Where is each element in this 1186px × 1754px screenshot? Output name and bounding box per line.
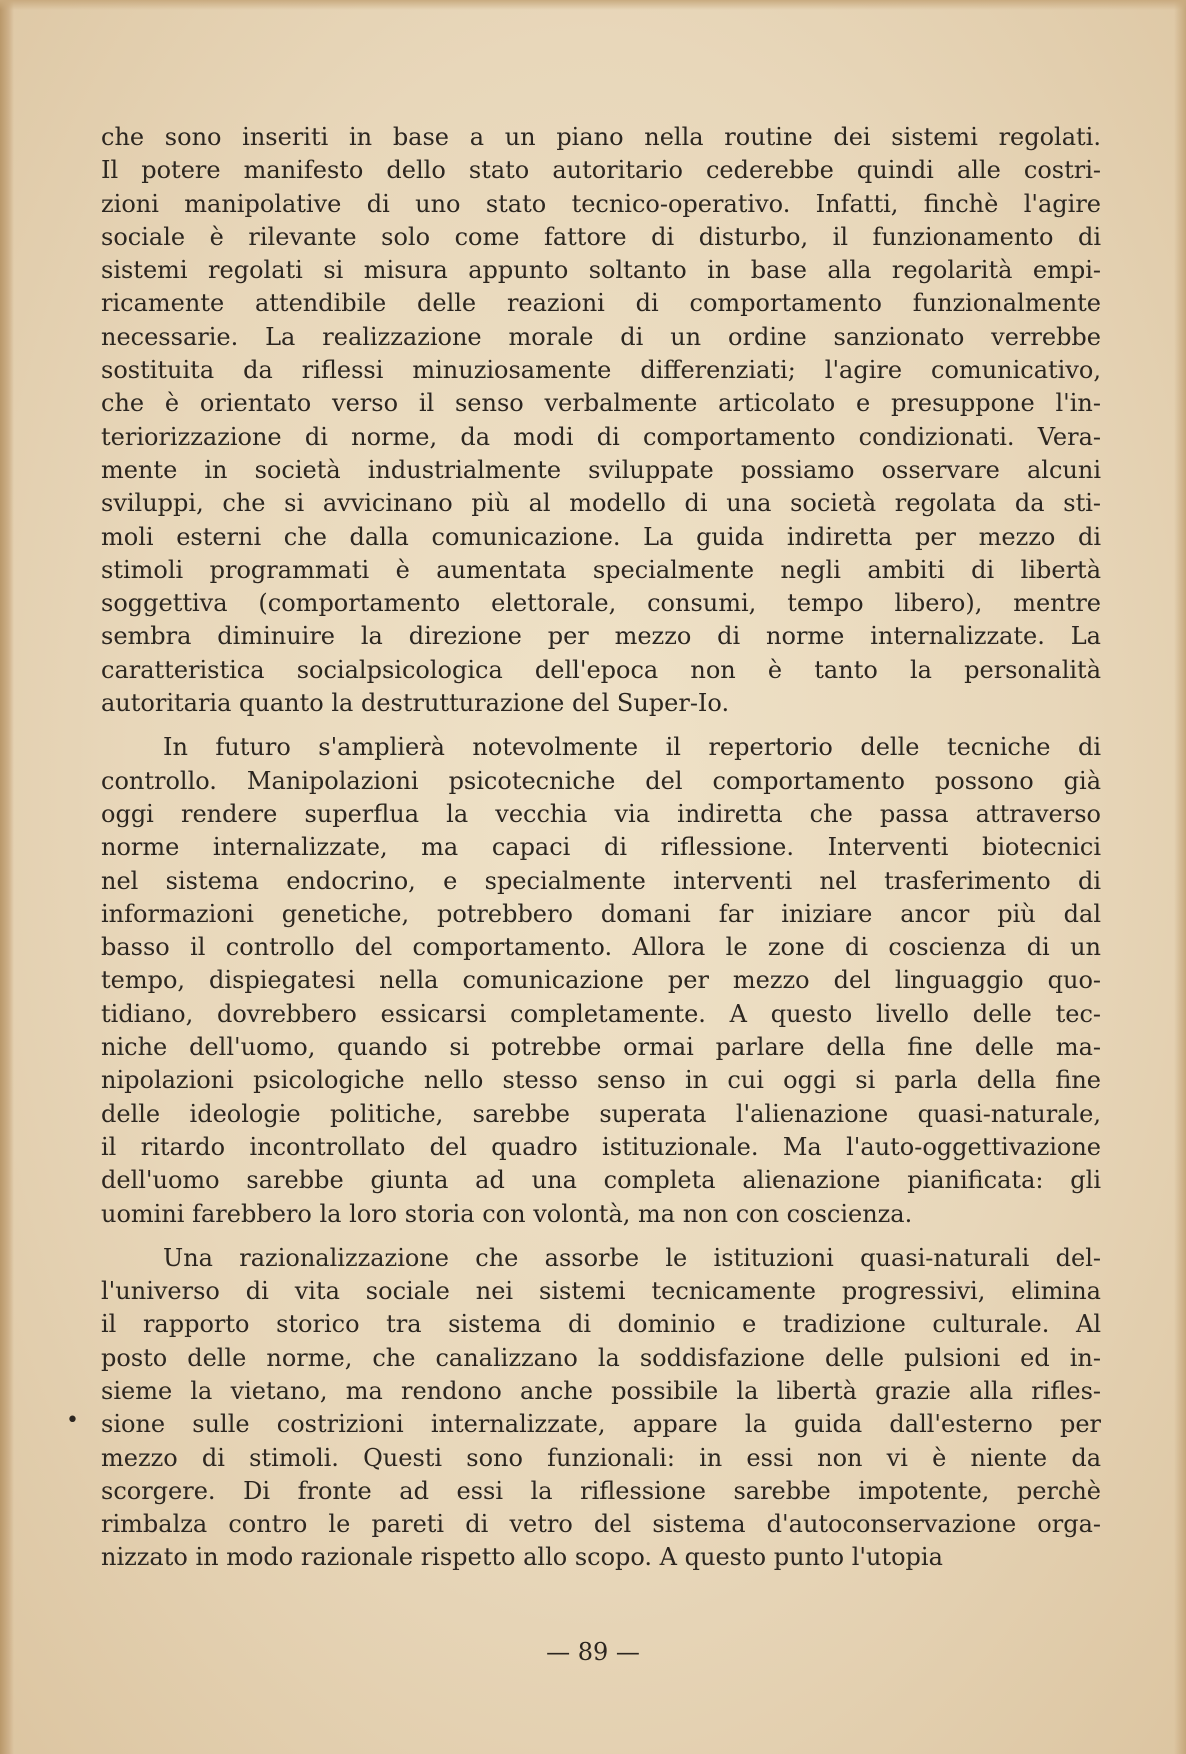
text-line: il rapporto storico tra sistema di dominio e tradizione culturale. Al xyxy=(101,1310,1101,1339)
text-line: delle ideologie politiche, sarebbe superata l'alienazione quasi-naturale, xyxy=(101,1099,1101,1128)
text-line: caratteristica socialpsicologica dell'epoca non è tanto la personalità xyxy=(101,655,1101,684)
text-line: scorgere. Di fronte ad essi la riflessione sarebbe impotente, perchè xyxy=(101,1476,1101,1505)
text-line: tempo, dispiegatesi nella comunicazione per mezzo del linguaggio quo- xyxy=(101,966,1101,995)
page-number: — 89 — xyxy=(546,1638,640,1666)
text-line: nipolazioni psicologiche nello stesso senso in cui oggi si parla della fine xyxy=(101,1066,1101,1095)
text-line: autoritaria quanto la destrutturazione del Super-Io. xyxy=(101,689,730,718)
page-edge-shadow-left xyxy=(0,0,14,1754)
text-line: sociale è rilevante solo come fattore di disturbo, il funzionamento di xyxy=(101,222,1101,251)
text-line: necessarie. La realizzazione morale di un ordine sanzionato verrebbe xyxy=(101,322,1101,351)
text-line: stimoli programmati è aumentata specialmente negli ambiti di libertà xyxy=(101,555,1101,584)
text-line: che è orientato verso il senso verbalmente articolato e presuppone l'in- xyxy=(101,389,1101,418)
text-line: uomini farebbero la loro storia con volontà, ma non con coscienza. xyxy=(101,1199,913,1228)
text-line: sembra diminuire la direzione per mezzo di norme internalizzate. La xyxy=(101,622,1101,651)
text-line: sistemi regolati si misura appunto soltanto in base alla regolarità empi- xyxy=(101,256,1101,285)
text-line: posto delle norme, che canalizzano la soddisfazione delle pulsioni ed in- xyxy=(101,1343,1101,1372)
text-line: rimbalza contro le pareti di vetro del sistema d'autoconservazione orga- xyxy=(101,1510,1101,1539)
text-line: sieme la vietano, ma rendono anche possibile la libertà grazie alla rifles- xyxy=(101,1376,1101,1405)
text-line: Una razionalizzazione che assorbe le istituzioni quasi-naturali del- xyxy=(163,1243,1101,1272)
text-line: mente in società industrialmente sviluppate possiamo osservare alcuni xyxy=(101,455,1101,484)
text-line: oggi rendere superflua la vecchia via indiretta che passa attraverso xyxy=(101,799,1101,828)
paragraph xyxy=(101,731,1101,1230)
text-line: soggettiva (comportamento elettorale, consumi, tempo libero), mentre xyxy=(101,589,1101,618)
text-line: tidiano, dovrebbero essicarsi completamente. A questo livello delle tec- xyxy=(101,999,1101,1028)
page-edge-shadow-top xyxy=(0,0,1186,10)
text-line: sostituita da riflessi minuziosamente differenziati; l'agire comunicativo, xyxy=(101,356,1101,385)
text-line: che sono inseriti in base a un piano nella routine dei sistemi regolati. xyxy=(101,123,1101,151)
text-line: dell'uomo sarebbe giunta ad una completa alienazione pianificata: gli xyxy=(101,1166,1101,1195)
text-line: moli esterni che dalla comunicazione. La guida indiretta per mezzo di xyxy=(101,522,1101,551)
text-line: zioni manipolative di uno stato tecnico-operativo. Infatti, finchè l'agire xyxy=(101,189,1101,218)
margin-dot: • xyxy=(66,1408,79,1433)
text-line: nel sistema endocrino, e specialmente interventi nel trasferimento di xyxy=(101,866,1101,895)
body-text xyxy=(101,121,1101,1575)
text-line: controllo. Manipolazioni psicotecniche del comportamento possono già xyxy=(101,766,1101,795)
text-line: teriorizzazione di norme, da modi di comportamento condizionati. Vera- xyxy=(101,422,1101,451)
page-edge-shadow-right xyxy=(1174,0,1186,1754)
text-line: nizzato in modo razionale rispetto allo scopo. A questo punto l'utopia xyxy=(101,1543,943,1572)
text-line: Il potere manifesto dello stato autoritario cederebbe quindi alle costri- xyxy=(101,156,1101,185)
text-line: In futuro s'amplierà notevolmente il repertorio delle tecniche di xyxy=(163,733,1101,762)
text-line: informazioni genetiche, potrebbero domani far iniziare ancor più dal xyxy=(101,899,1101,928)
text-line: mezzo di stimoli. Questi sono funzionali: in essi non vi è niente da xyxy=(101,1443,1101,1472)
text-line: l'universo di vita sociale nei sistemi tecnicamente progressivi, elimina xyxy=(101,1277,1101,1306)
text-line: il ritardo incontrollato del quadro istituzionale. Ma l'auto-oggettivazione xyxy=(101,1132,1101,1161)
text-line: niche dell'uomo, quando si potrebbe ormai parlare della fine delle ma- xyxy=(101,1033,1101,1062)
text-line: ricamente attendibile delle reazioni di comportamento funzionalmente xyxy=(101,289,1101,318)
paragraph xyxy=(101,121,1101,720)
text-line: norme internalizzate, ma capaci di riflessione. Interventi biotecnici xyxy=(101,833,1101,862)
paragraph xyxy=(101,1242,1101,1575)
text-line: basso il controllo del comportamento. Allora le zone di coscienza di un xyxy=(101,933,1101,962)
text-line: sione sulle costrizioni internalizzate, appare la guida dall'esterno per xyxy=(101,1410,1101,1439)
text-line: sviluppi, che si avvicinano più al modello di una società regolata da sti- xyxy=(101,489,1101,518)
